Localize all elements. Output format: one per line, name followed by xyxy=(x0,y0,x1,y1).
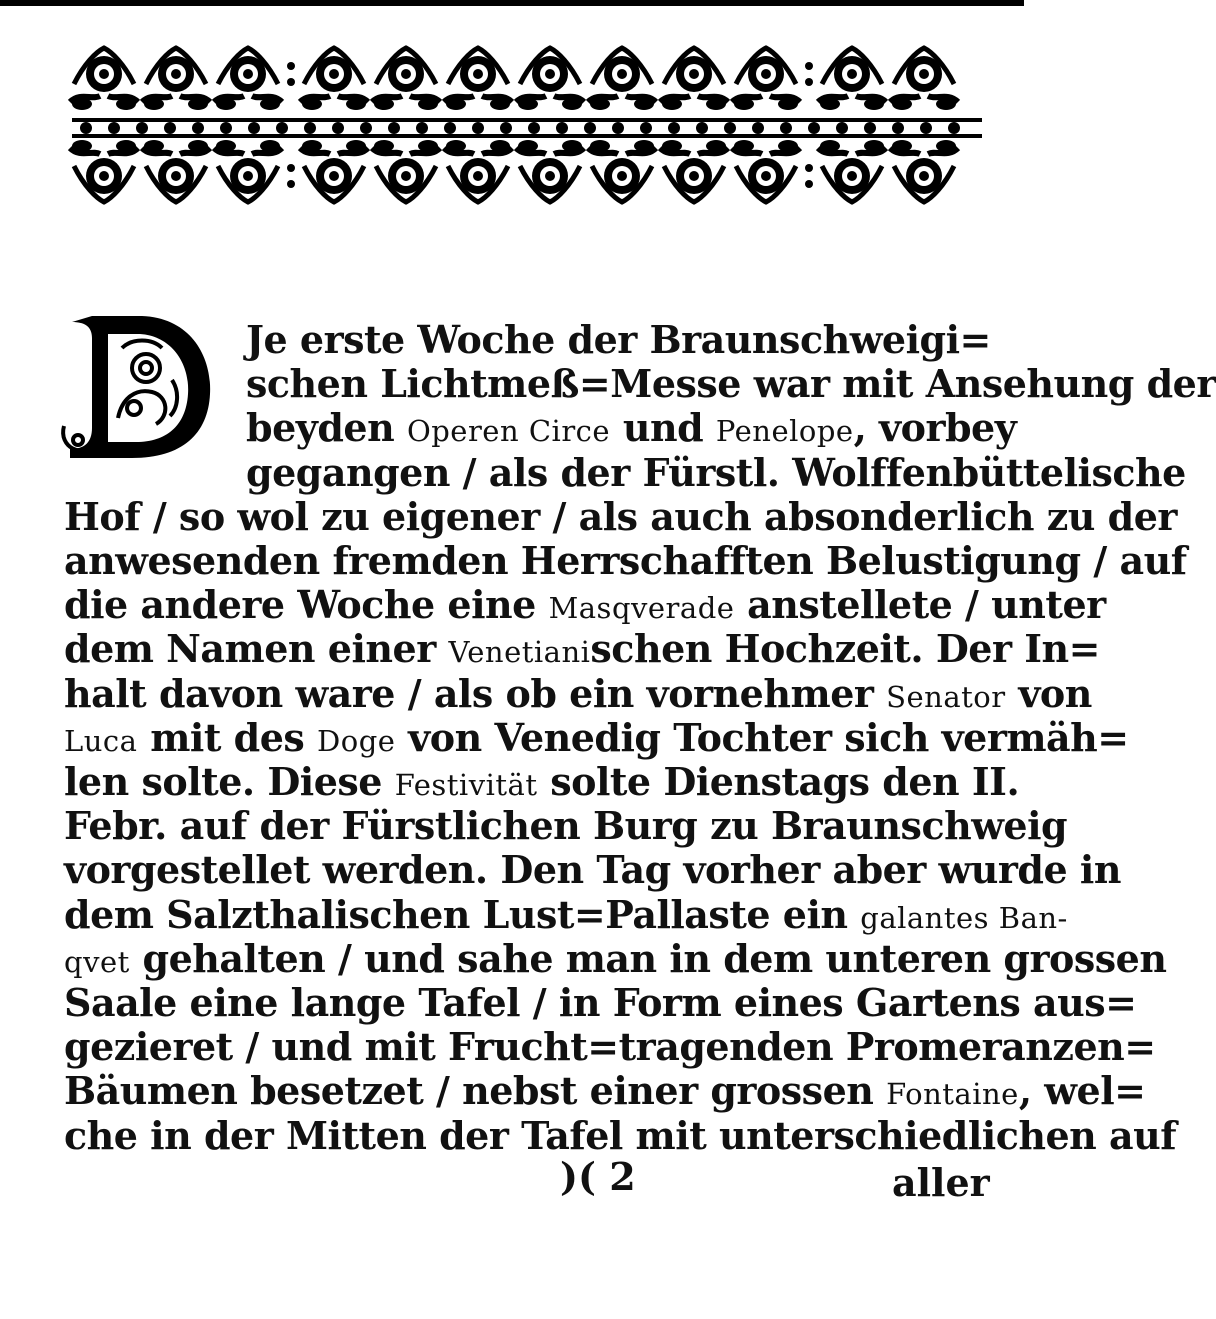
text-segment: halt davon ware / als ob ein vornehmer xyxy=(64,670,887,716)
text-line-content: Saale eine lange Tafel / in Form eines Gartens aus= xyxy=(64,980,1137,1025)
text-segment: gehalten / und sahe man in dem unteren grossen xyxy=(129,935,1167,981)
text-segment: von Venedig Tochter sich vermäh= xyxy=(395,714,1129,760)
text-line-content: Hof / so wol zu eigener / als auch absonderlich zu der xyxy=(64,493,1177,539)
text-segment: und xyxy=(610,405,716,451)
ornament-row-top xyxy=(70,48,958,110)
text-line xyxy=(64,1068,1146,1116)
signature-mark: )( 2 xyxy=(560,1154,636,1199)
text-line xyxy=(64,803,1068,849)
text-line xyxy=(64,1024,1156,1070)
antiqua-word: Fontaine xyxy=(886,1077,1019,1112)
text-line-content: gegangen / als der Fürstl. Wolffenbüttelische xyxy=(246,449,1186,495)
text-line-content: Je erste Woche der Braunschweigi= xyxy=(246,317,991,362)
antiqua-word: Festivität xyxy=(394,768,538,802)
antiqua-word: qvet xyxy=(64,944,130,979)
text-segment: beyden xyxy=(246,405,407,451)
text-line-content: schen Lichtmeß=Messe war mit Ansehung der xyxy=(246,361,1216,407)
text-segment: schen Hochzeit. Der In= xyxy=(590,626,1100,672)
antiqua-word: Operen Circe xyxy=(406,414,611,449)
text-line xyxy=(64,714,1129,763)
text-line xyxy=(64,1112,1177,1158)
ornament-divider-beads xyxy=(80,122,960,134)
catchword: aller xyxy=(892,1160,990,1205)
antiqua-word: Doge xyxy=(317,723,396,758)
text-segment: solte Dienstags den II. xyxy=(537,759,1020,804)
text-segment: , vorbey xyxy=(853,405,1017,451)
text-line xyxy=(246,449,1186,495)
text-line-content: vorgestellet werden. Den Tag vorher aber wurde in xyxy=(64,847,1121,893)
antiqua-word: Masqverade xyxy=(548,591,735,626)
text-line-content: Febr. auf der Fürstlichen Burg zu Braunschweig xyxy=(64,803,1068,849)
text-line xyxy=(246,405,1017,453)
text-line xyxy=(64,670,1092,719)
text-line xyxy=(64,538,1187,583)
ornamental-header-band xyxy=(72,26,982,224)
text-segment: , wel= xyxy=(1018,1068,1146,1114)
text-line-content: anwesenden fremden Herrschafften Belustigung / auf xyxy=(64,538,1187,583)
text-line xyxy=(64,759,1020,807)
text-segment: dem Namen einer xyxy=(64,626,449,672)
text-line-content: che in der Mitten der Tafel mit unterschiedlichen auf xyxy=(64,1112,1177,1158)
text-line xyxy=(64,847,1121,893)
antiqua-word: Venetiani xyxy=(448,635,591,670)
ornament-row-bottom xyxy=(70,140,958,202)
text-segment: Bäumen besetzet / nebst einer grossen xyxy=(64,1068,887,1114)
text-segment: len solte. Diese xyxy=(64,759,395,804)
text-line xyxy=(64,935,1167,984)
text-line xyxy=(246,317,991,362)
decorated-initial-d xyxy=(62,308,214,464)
text-line xyxy=(64,493,1177,539)
antiqua-word: Luca xyxy=(64,723,138,758)
text-line xyxy=(64,891,1068,940)
text-line xyxy=(64,582,1106,630)
antiqua-word: Senator xyxy=(886,679,1006,714)
text-line xyxy=(64,626,1100,674)
text-line xyxy=(64,980,1137,1025)
text-segment: mit des xyxy=(137,714,317,760)
text-segment: die andere Woche eine xyxy=(64,582,549,628)
text-segment: anstellete / unter xyxy=(734,582,1106,628)
text-line xyxy=(246,361,1216,407)
antiqua-word: Penelope xyxy=(715,414,854,449)
antiqua-word: galantes Ban- xyxy=(860,900,1068,935)
text-segment: dem Salzthalischen Lust=Pallaste ein xyxy=(64,891,861,937)
text-line-content: gezieret / und mit Frucht=tragenden Promeranzen= xyxy=(64,1024,1156,1070)
text-segment: von xyxy=(1005,670,1092,716)
